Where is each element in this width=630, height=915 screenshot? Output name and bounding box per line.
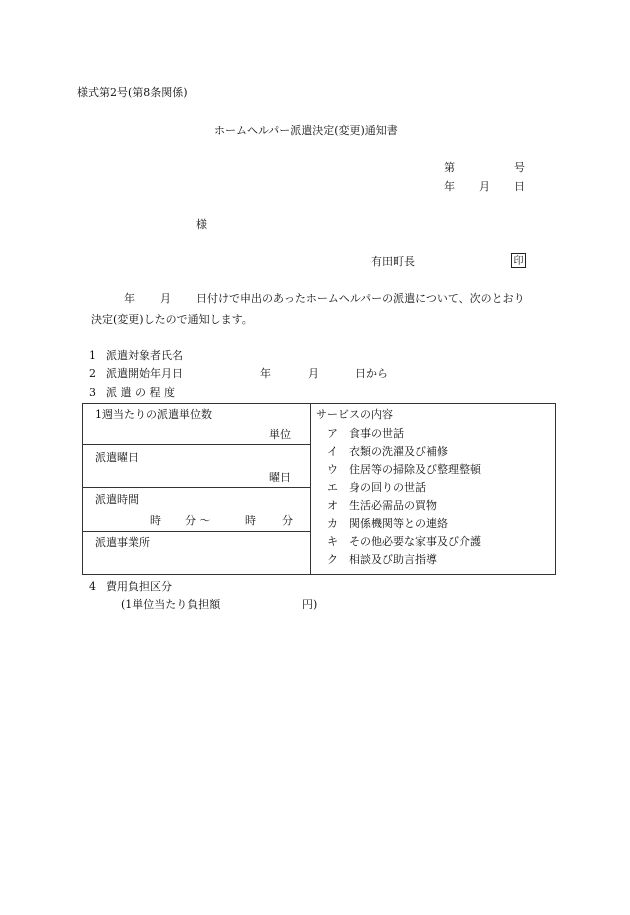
service-text: 相談及び助言指導 (349, 553, 437, 566)
item-1-label: 派遣対象者氏名 (106, 349, 183, 362)
body-month: 月 (160, 292, 171, 305)
body-year: 年 (124, 292, 135, 305)
service-text: 生活必需品の買物 (349, 499, 437, 512)
date-year: 年 (444, 180, 455, 193)
weekly-units-label: 1週当たりの派遣単位数 (95, 408, 212, 421)
services-title: サービスの内容 (316, 408, 393, 421)
service-letter: イ (327, 445, 338, 458)
service-item (327, 535, 481, 549)
row-divider (83, 444, 310, 445)
service-text: 住居等の掃除及び整理整頓 (349, 463, 481, 476)
office-label: 派遣事業所 (95, 536, 150, 549)
item-3-label: 派 遣 の 程 度 (106, 386, 175, 399)
service-text: 食事の世話 (349, 427, 404, 440)
service-letter: エ (327, 481, 338, 494)
service-text: 身の回りの世話 (349, 481, 426, 494)
item-2-year: 年 (260, 367, 271, 380)
unit-cost-suffix: 円) (302, 598, 318, 611)
weekly-units-unit: 単位 (269, 428, 291, 441)
row-divider (83, 531, 310, 532)
issuer: 有田町長 (371, 255, 415, 268)
time-minute-2: 分 (282, 514, 293, 527)
service-item (327, 499, 437, 513)
form-id: 様式第2号(第8条関係) (77, 86, 188, 99)
body-line-1: 日付けで申出のあったホームヘルパーの派遣について、次のとおり (196, 292, 525, 305)
item-4-number: 4 (89, 580, 96, 593)
time-hour-2: 時 (245, 514, 256, 527)
recipient-suffix: 様 (196, 218, 207, 231)
item-2-number: 2 (89, 367, 96, 380)
service-text: 関係機関等との連絡 (349, 517, 448, 530)
service-letter: ア (327, 427, 338, 440)
date-day: 日 (514, 180, 525, 193)
item-4-label: 費用負担区分 (106, 580, 172, 593)
item-2-label: 派遣開始年月日 (106, 367, 183, 380)
service-letter: キ (327, 535, 338, 548)
time-hour-1: 時 (150, 514, 161, 527)
service-letter: ウ (327, 463, 338, 476)
service-item (327, 553, 437, 567)
row-divider (83, 487, 310, 488)
number-suffix: 号 (514, 161, 525, 174)
item-1-number: 1 (89, 349, 96, 362)
item-2-month: 月 (308, 367, 319, 380)
dispatch-table (82, 403, 556, 575)
date-month: 月 (479, 180, 490, 193)
item-3-number: 3 (89, 386, 96, 399)
document-title: ホームヘルパー派遣決定(変更)通知書 (214, 124, 398, 137)
item-2-day-from: 日から (355, 367, 388, 380)
weekdays-unit: 曜日 (269, 471, 291, 484)
body-line-2: 決定(変更)したので通知します。 (91, 313, 253, 326)
service-letter: オ (327, 499, 338, 512)
table-divider (310, 404, 311, 574)
number-prefix: 第 (444, 161, 455, 174)
service-item (327, 427, 404, 441)
service-item (327, 481, 426, 495)
seal-mark: 印 (511, 253, 526, 268)
time-label: 派遣時間 (95, 493, 139, 506)
service-letter: ク (327, 553, 338, 566)
service-item (327, 463, 481, 477)
service-item (327, 517, 448, 531)
weekdays-label: 派遣曜日 (95, 451, 139, 464)
service-text: その他必要な家事及び介護 (349, 535, 481, 548)
service-item (327, 445, 448, 459)
unit-cost-prefix: (1単位当たり負担額 (121, 598, 221, 611)
service-text: 衣類の洗濯及び補修 (349, 445, 448, 458)
service-letter: カ (327, 517, 338, 530)
time-minute-1: 分 ～ (185, 514, 211, 527)
